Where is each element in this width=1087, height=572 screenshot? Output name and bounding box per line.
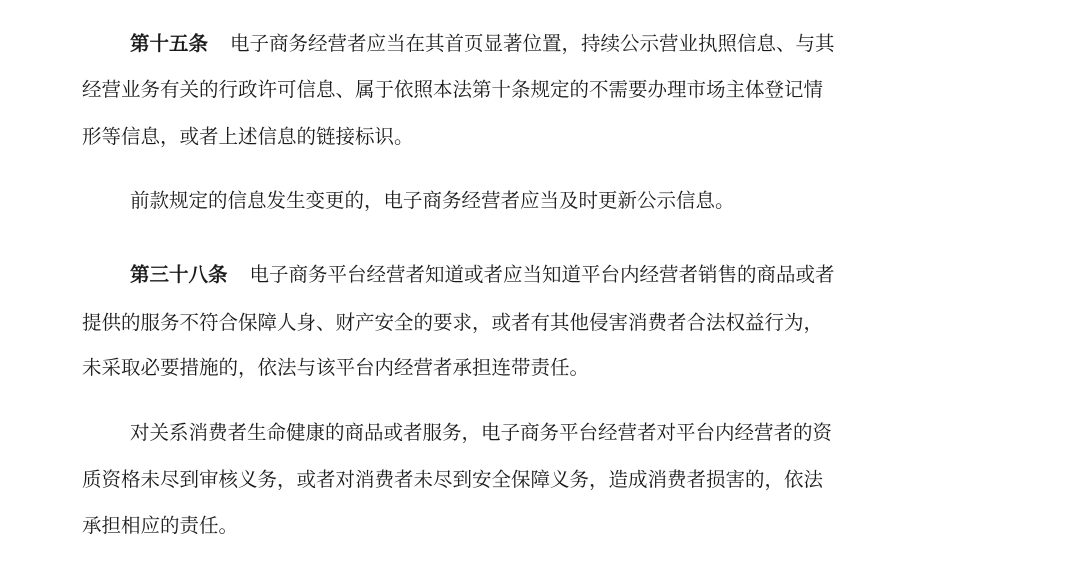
paragraph-line: 承担相应的责任。	[82, 514, 239, 537]
paragraph-line: 质资格未尽到审核义务，或者对消费者未尽到安全保障义务，造成消费者损害的，依法	[82, 468, 824, 491]
paragraph-line: 电子商务平台经营者知道或者应当知道平台内经营者销售的商品或者	[249, 263, 835, 286]
article-15-line-1	[130, 34, 835, 54]
paragraph-line: 提供的服务不符合保障人身、财产安全的要求，或者有其他侵害消费者合法权益行为，	[82, 311, 824, 334]
article-38-line-1	[130, 265, 835, 285]
paragraph-line: 对关系消费者生命健康的商品或者服务，电子商务平台经营者对平台内经营者的资	[130, 421, 833, 444]
paragraph-line: 未采取必要措施的，依法与该平台内经营者承担连带责任。	[82, 356, 590, 379]
article-heading: 第十五条	[130, 32, 209, 55]
paragraph-line: 形等信息，或者上述信息的链接标识。	[82, 125, 414, 148]
paragraph-line: 电子商务经营者应当在其首页显著位置，持续公示营业执照信息、与其	[230, 32, 835, 55]
article-heading: 第三十八条	[130, 263, 228, 286]
paragraph-line: 经营业务有关的行政许可信息、属于依照本法第十条规定的不需要办理市场主体登记情	[82, 78, 824, 101]
paragraph-line: 前款规定的信息发生变更的，电子商务经营者应当及时更新公示信息。	[130, 189, 735, 212]
